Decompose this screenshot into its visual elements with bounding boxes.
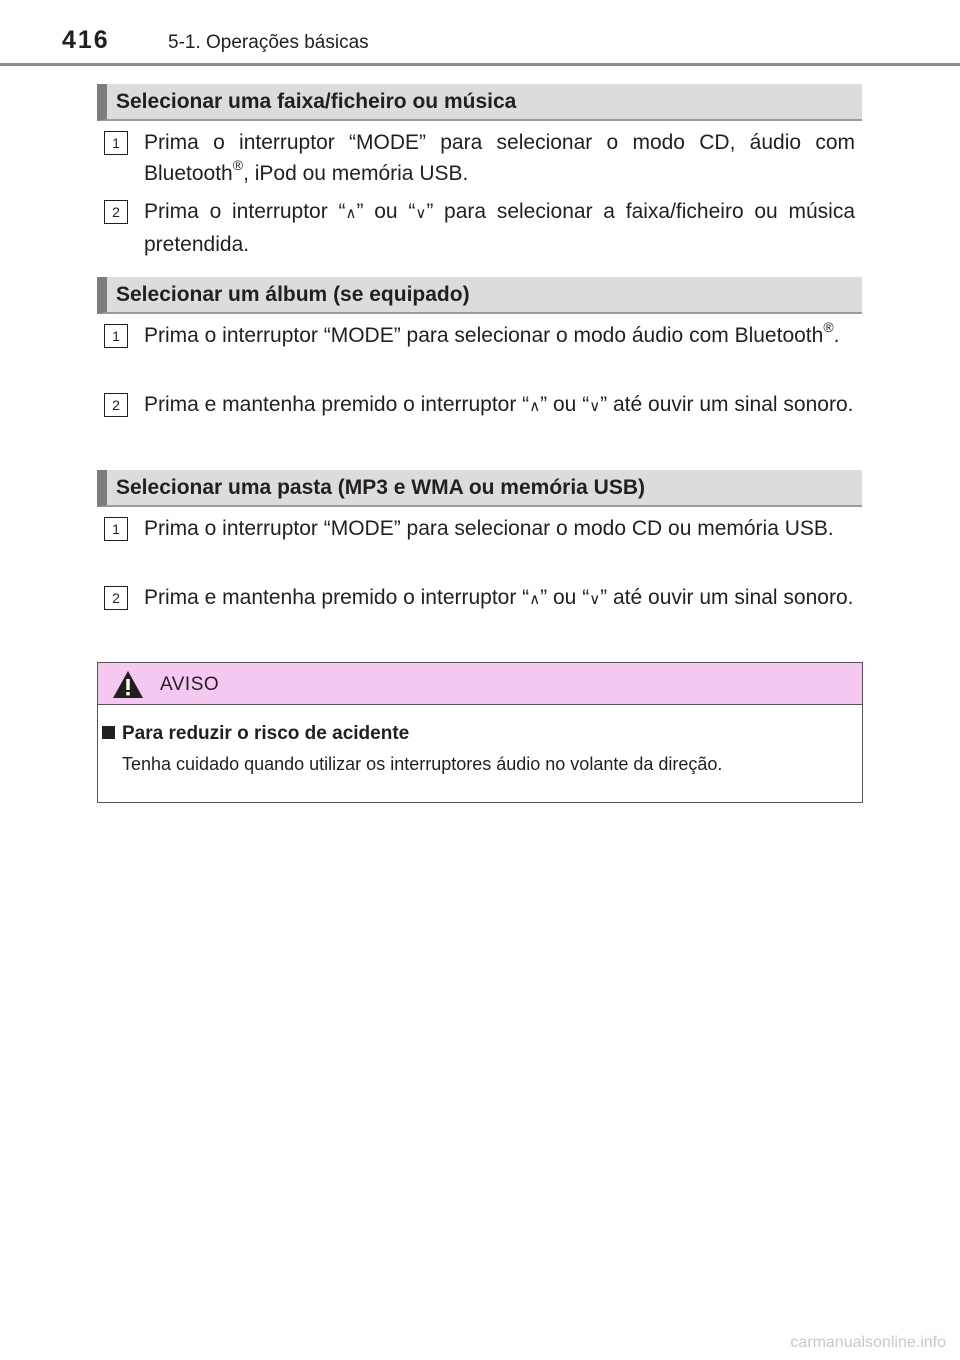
step-number: 2: [104, 393, 128, 417]
down-arrow-symbol: ∨: [589, 397, 601, 415]
up-arrow-symbol: ∧: [529, 397, 541, 415]
step-text: Prima o interruptor “∧” ou “∨” para selecionar a faixa/ficheiro ou música pretendida.: [144, 200, 856, 256]
step-number: 2: [104, 586, 128, 610]
section-heading-text: Selecionar um álbum (se equipado): [116, 283, 470, 306]
page-number: 416: [62, 26, 110, 54]
warning-triangle-icon: [112, 670, 144, 699]
step-number: 1: [104, 131, 128, 155]
down-arrow-symbol: ∨: [589, 590, 601, 608]
step-number: 1: [104, 324, 128, 348]
section-heading-folder: [97, 470, 862, 507]
warning-body: Tenha cuidado quando utilizar os interruptores áudio no volante da direção.: [122, 754, 723, 774]
step-text: Prima o interruptor “MODE” para selecionar o modo CD, áudio com Bluetooth®, iPod ou memória USB.: [144, 131, 855, 185]
section-heading-text: Selecionar uma faixa/ficheiro ou música: [116, 90, 517, 113]
warning-box: [97, 662, 863, 803]
step-text: Prima o interruptor “MODE” para selecionar o modo CD ou memória USB.: [144, 517, 834, 540]
warning-subtitle: Para reduzir o risco de acidente: [122, 723, 410, 744]
step-text: Prima o interruptor “MODE” para selecionar o modo áudio com Bluetooth®.: [144, 319, 840, 347]
section-heading-track: [97, 84, 862, 121]
step-text: Prima e mantenha premido o interruptor “∧” ou “∨” até ouvir um sinal sonoro.: [144, 393, 854, 416]
watermark: carmanualsonline.info: [790, 1334, 946, 1351]
bullet-square-icon: [102, 726, 115, 739]
section-heading-text: Selecionar uma pasta (MP3 e WMA ou memória USB): [116, 476, 646, 499]
down-arrow-symbol: ∨: [415, 204, 427, 222]
step-number: 1: [104, 517, 128, 541]
page-header: [0, 0, 960, 68]
step-text: Prima e mantenha premido o interruptor “∧” ou “∨” até ouvir um sinal sonoro.: [144, 586, 854, 609]
header-divider: [0, 63, 960, 66]
warning-header: [98, 663, 862, 705]
warning-label: AVISO: [160, 674, 220, 695]
step-number: 2: [104, 200, 128, 224]
up-arrow-symbol: ∧: [529, 590, 541, 608]
section-heading-album: [97, 277, 862, 314]
up-arrow-symbol: ∧: [345, 204, 357, 222]
section-title: 5-1. Operações básicas: [168, 32, 369, 53]
